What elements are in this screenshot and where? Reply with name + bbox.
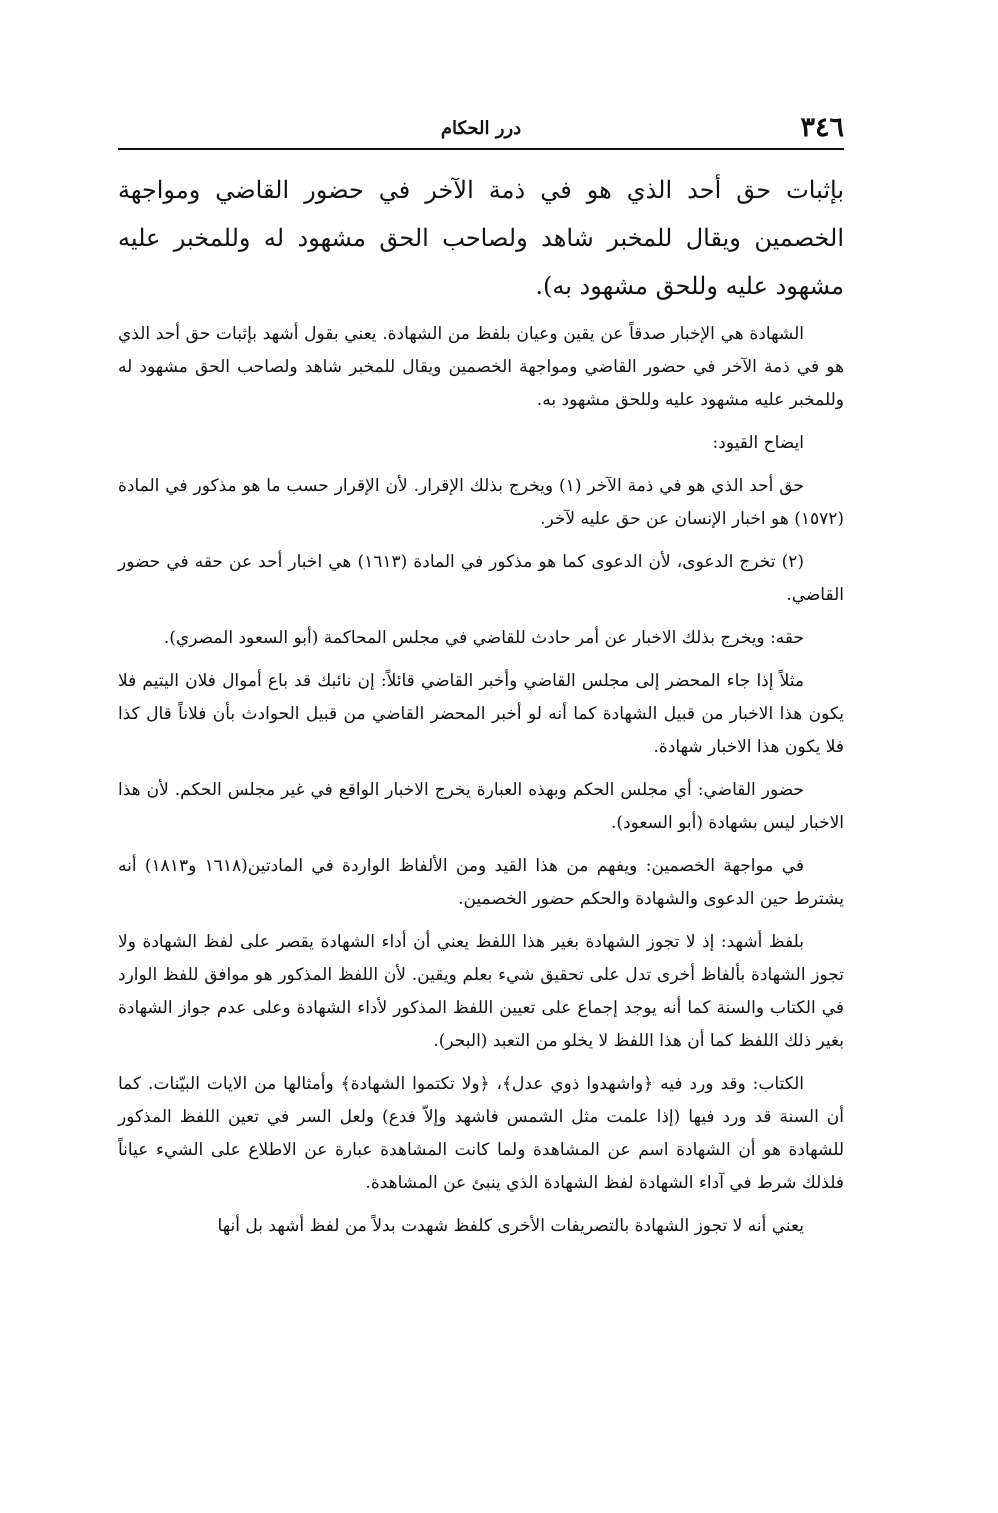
- page-content: [118, 166, 844, 1253]
- body-paragraph: حق أحد الذي هو في ذمة الآخر (١) ويخرج بذلك الإقرار. لأن الإقرار حسب ما هو مذكور في المادة (١٥٧٢) هو اخبار الإنسان عن حق عليه لآخر.: [118, 476, 844, 529]
- body-paragraph: مثلاً إذا جاء المحضر إلى مجلس القاضي وأخبر القاضي قائلاً: إن نائبك قد باع أموال فلان اليتيم فلا يكون هذا الاخبار من قبيل الشهادة كما أنه لو أخبر المحضر القاضي من قبيل الحوادث بأن فلاناً قال كذا فلا يكون هذا الاخبار شهادة.: [118, 671, 844, 757]
- body-paragraph: في مواجهة الخصمين: ويفهم من هذا القيد ومن الألفاظ الواردة في المادتين(١٦١٨ و١٨١٣) أنه يشترط حين الدعوى والشهادة والحكم حضور الخصمين.: [118, 856, 844, 909]
- running-title: درر الحكام: [440, 118, 522, 139]
- body-paragraph: يعني أنه لا تجوز الشهادة بالتصريفات الأخرى كلفظ شهدت بدلاً من لفظ أشهد بل أنها: [217, 1216, 804, 1236]
- body-paragraph: الكتاب: وقد ورد فيه ﴿واشهدوا ذوي عدل﴾، ﴿ولا تكتموا الشهادة﴾ وأمثالها من الايات البيّنات. كما أن السنة قد ورد فيها (إذا علمت مثل الشمس فاشهد وإلاّ فدع) ولعل السر في تعين اللفظ المذكور للشهادة هو أن الشهادة اسم عن المشاهدة ولما كانت المشاهدة عبارة عن الاطلاع على الشيء عياناً فلذلك شرط في آداء الشهادة لفظ الشهادة الذي ينبئ عن المشاهدة.: [118, 1074, 844, 1193]
- section-heading: ايضاح القيود:: [712, 433, 804, 453]
- body-paragraph: بلفظ أشهد: إذ لا تجوز الشهادة بغير هذا اللفظ يعني أن أداء الشهادة يقصر على لفظ الشهادة ولا تجوز الشهادة بألفاظ أخرى تدل على تحقيق شيء بعلم ويقين. لأن اللفظ المذكور هو موافق للفظ الوارد في الكتاب والسنة كما أنه يوجد إجماع على تعيين اللفظ المذكور لأداء الشهادة وعلى عدم جواز الشهادة بغير ذلك اللفظ كما أن هذا اللفظ لا يخلو من التعبد (البحر).: [118, 932, 844, 1051]
- body-paragraph: (٢) تخرج الدعوى، لأن الدعوى كما هو مذكور في المادة (١٦١٣) هي اخبار أحد عن حقه في حضور القاضي.: [118, 552, 844, 605]
- page-number: ٣٤٦: [800, 112, 844, 143]
- page-header: [118, 108, 844, 150]
- body-paragraph: حقه: ويخرج بذلك الاخبار عن أمر حادث للقاضي في مجلس المحاكمة (أبو السعود المصري).: [163, 628, 804, 648]
- body-paragraph: حضور القاضي: أي مجلس الحكم وبهذه العبارة يخرج الاخبار الواقع في غير مجلس الحكم. لأن هذا الاخبار ليس بشهادة (أبو السعود).: [118, 780, 844, 833]
- lead-paragraph: بإثبات حق أحد الذي هو في ذمة الآخر في حضور القاضي ومواجهة الخصمين ويقال للمخبر شاهد ولصاحب الحق مشهود له وللمخبر عليه مشهود عليه وللحق مشهود به).: [118, 176, 844, 300]
- document-page: [118, 0, 844, 1513]
- definition-paragraph: الشهادة هي الإخبار صدقاً عن يقين وعيان بلفظ من الشهادة. يعني بقول أشهد بإثبات حق أحد الذي هو في ذمة الآخر في حضور القاضي ومواجهة الخصمين ويقال للمخبر شاهد ولصاحب الحق مشهود له وللمخبر عليه مشهود عليه وللحق مشهود به.: [118, 324, 844, 410]
